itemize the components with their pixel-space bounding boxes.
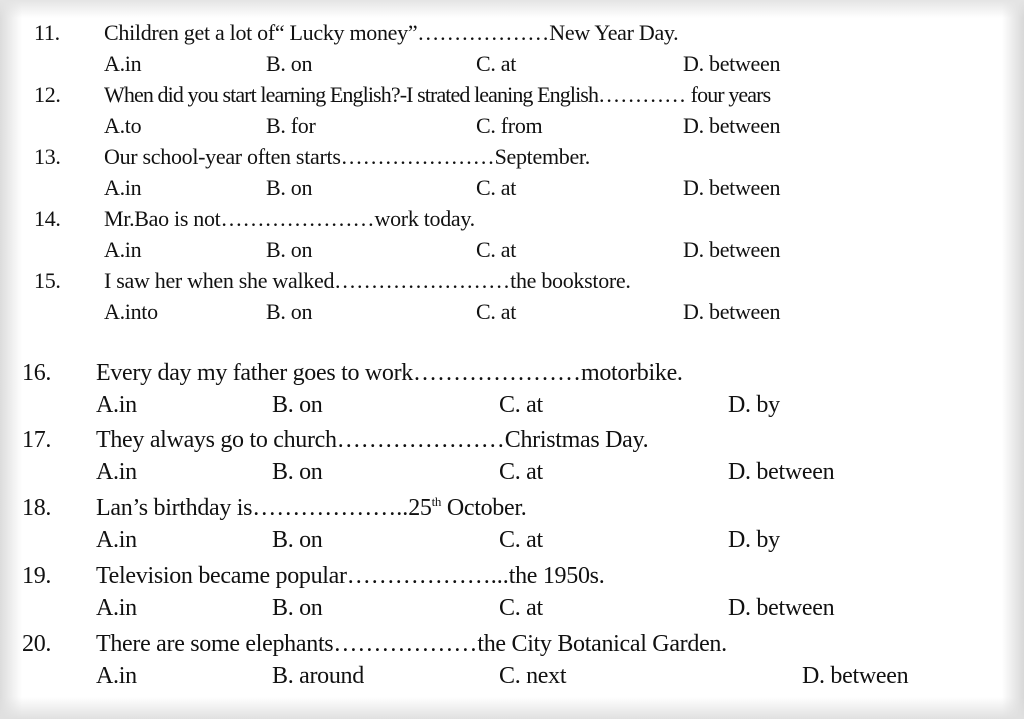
question-number: 17. <box>22 427 52 453</box>
option-a: A.in <box>96 392 137 418</box>
answer-options <box>0 175 1024 205</box>
question-text: Mr.Bao is not…………………work today. <box>104 206 475 231</box>
answer-blank: ………… <box>598 82 687 107</box>
answer-options <box>0 663 1024 695</box>
option-a: A.into <box>104 299 158 324</box>
answer-options <box>0 595 1024 627</box>
question-text: Children get a lot of“ Lucky money”………………New Year Day. <box>104 20 679 45</box>
option-a: A.in <box>104 51 142 76</box>
question-text: I saw her when she walked……………………the bookstore. <box>104 268 631 293</box>
answer-options <box>0 113 1024 143</box>
question-number: 20. <box>22 631 52 657</box>
answer-blank: ……………… <box>333 631 478 657</box>
answer-blank: ………………… <box>220 206 375 231</box>
option-a: A.in <box>96 663 137 689</box>
answer-options <box>0 237 1024 267</box>
option-b: B. on <box>266 175 313 200</box>
option-b: B. on <box>272 392 323 418</box>
option-c: C. at <box>476 299 517 324</box>
option-a: A.in <box>96 459 137 485</box>
option-c: C. at <box>499 527 543 553</box>
option-d: D. between <box>683 237 781 262</box>
option-c: C. at <box>499 392 543 418</box>
option-a: A.in <box>96 527 137 553</box>
option-b: B. on <box>266 51 313 76</box>
option-b: B. on <box>272 459 323 485</box>
ordinal-suffix: th <box>431 494 442 509</box>
answer-blank: ………………… <box>336 427 505 453</box>
option-d: D. between <box>683 175 781 200</box>
option-b: B. on <box>266 299 313 324</box>
question-text: When did you start learning English?-I strated leaning English………… four years <box>104 82 771 107</box>
option-a: A.in <box>96 595 137 621</box>
option-d: D. between <box>683 113 781 138</box>
question-text: Our school-year often starts…………………September. <box>104 144 590 169</box>
question-text: They always go to church…………………Christmas Day. <box>96 427 649 453</box>
answer-options <box>0 459 1024 491</box>
question-number: 19. <box>22 563 52 589</box>
page-edge-shadow-top <box>0 0 1024 18</box>
option-d: D. by <box>728 527 780 553</box>
answer-options <box>0 51 1024 81</box>
answer-options <box>0 299 1024 329</box>
option-a: A.to <box>104 113 142 138</box>
answer-options <box>0 527 1024 559</box>
option-c: C. next <box>499 663 567 689</box>
option-b: B. around <box>272 663 364 689</box>
option-b: B. on <box>272 595 323 621</box>
option-b: B. for <box>266 113 316 138</box>
answer-blank: ………………... <box>346 563 509 589</box>
option-d: D. by <box>728 392 780 418</box>
page-edge-shadow-bottom <box>0 697 1024 719</box>
question-text: Every day my father goes to work…………………motorbike. <box>96 360 683 386</box>
option-b: B. on <box>266 237 313 262</box>
question-text: Television became popular………………...the 1950s. <box>96 563 605 589</box>
option-d: D. between <box>683 51 781 76</box>
question-number: 16. <box>22 360 52 386</box>
question-number: 12. <box>34 82 61 107</box>
question-text: There are some elephants………………the City Botanical Garden. <box>96 631 727 657</box>
option-a: A.in <box>104 237 142 262</box>
question-number: 13. <box>34 144 61 169</box>
option-c: C. at <box>476 237 517 262</box>
option-d: D. between <box>728 459 835 485</box>
question-number: 15. <box>34 268 61 293</box>
answer-options <box>0 392 1024 424</box>
question-text: Lan’s birthday is………………..25th October. <box>96 494 527 521</box>
option-b: B. on <box>272 527 323 553</box>
question-number: 14. <box>34 206 61 231</box>
option-c: C. at <box>476 51 517 76</box>
question-number: 11. <box>34 20 60 45</box>
answer-blank: ……………….. <box>252 495 409 521</box>
option-d: D. between <box>802 663 909 689</box>
answer-blank: ……………… <box>417 20 550 45</box>
question-number: 18. <box>22 495 52 521</box>
option-a: A.in <box>104 175 142 200</box>
option-d: D. between <box>683 299 781 324</box>
option-c: C. at <box>499 459 543 485</box>
answer-blank: ………………… <box>412 360 581 386</box>
option-c: C. at <box>499 595 543 621</box>
option-d: D. between <box>728 595 835 621</box>
option-c: C. from <box>476 113 543 138</box>
answer-blank: …………………… <box>334 268 511 293</box>
answer-blank: ………………… <box>340 144 495 169</box>
option-c: C. at <box>476 175 517 200</box>
